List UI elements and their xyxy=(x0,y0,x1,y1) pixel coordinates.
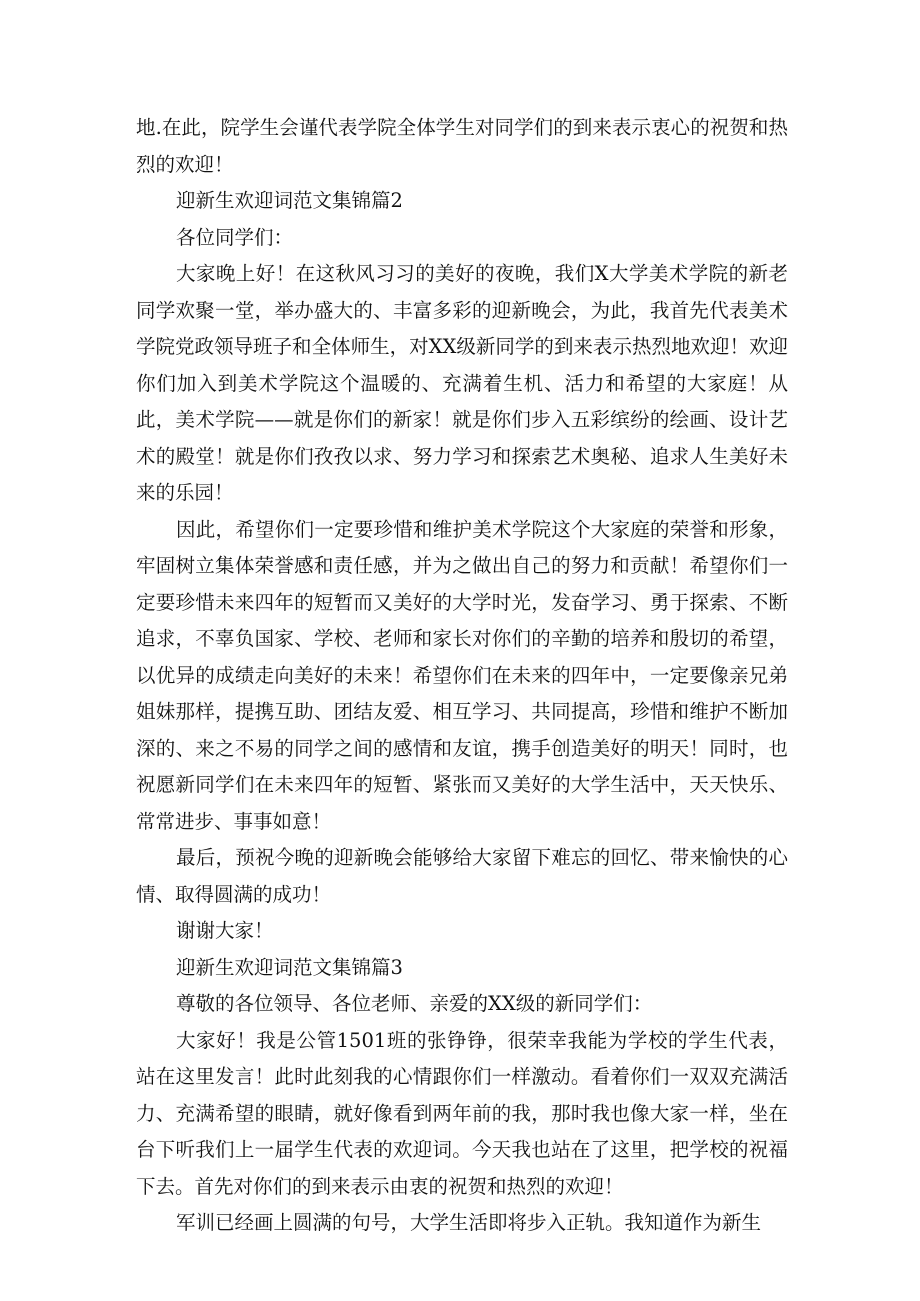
paragraph-hopes-2: 因此，希望你们一定要珍惜和维护美术学院这个大家庭的荣誉和形象，牢固树立集体荣誉感和责任感，并为之做出自己的努力和贡献！希望你们一定要珍惜未来四年的短暂而又美好的大学时光，发奋学习、勇于探索、不断追求，不辜负国家、学校、老师和家长对你们的辛勤的培养和殷切的希望，以优异的成绩走向美好的未来！希望你们在未来的四年中，一定要像亲兄弟姐妹那样，提携互助、团结友爱、相互学习、共同提高，珍惜和维护不断加深的、来之不易的同学之间的感情和友谊，携手创造美好的明天！同时，也祝愿新同学们在未来四年的短暂、紧张而又美好的大学生活中，天天快乐、常常进步、事事如意！ xyxy=(136,517,788,833)
section-heading-2: 迎新生欢迎词范文集锦篇2 xyxy=(175,189,403,212)
paragraph-wishes-2: 最后，预祝今晚的迎新晚会能够给大家留下难忘的回忆、带来愉快的心情、取得圆满的成功！ xyxy=(136,846,788,906)
document-body xyxy=(136,110,788,1242)
paragraph-greeting-2: 大家晚上好！在这秋风习习的美好的夜晚，我们X大学美术学院的新老同学欢聚一堂，举办盛大的、丰富多彩的迎新晚会，为此，我首先代表美术学院党政领导班子和全体师生，对XX级新同学的到来表示热烈地欢迎！欢迎你们加入到美术学院这个温暖的、充满着生机、活力和希望的大家庭！从此，美术学院——就是你们的新家！就是你们步入五彩缤纷的绘画、设计艺术的殿堂！就是你们孜孜以求、努力学习和探索艺术奥秘、追求人生美好未来的乐园！ xyxy=(136,262,788,504)
paragraph-greeting-3: 大家好！我是公管1501班的张铮铮，很荣幸我能为学校的学生代表，站在这里发言！此时此刻我的心情跟你们一样激动。看着你们一双双充满活力、充满希望的眼睛，就好像看到两年前的我，那时我也像大家一样，坐在台下听我们上一届学生代表的欢迎词。今天我也站在了这里，把学校的祝福下去。首先对你们的到来表示由衷的祝贺和热烈的欢迎！ xyxy=(136,1028,788,1198)
salutation-2: 各位同学们： xyxy=(175,225,293,249)
paragraph-military-training-3: 军训已经画上圆满的句号，大学生活即将步入正轨。我知道作为新生 xyxy=(175,1211,761,1234)
salutation-3: 尊敬的各位领导、各位老师、亲爱的XX级的新同学们： xyxy=(175,992,653,1015)
paragraph-intro-closing: 地.在此，院学生会谨代表学院全体学生对同学们的到来表示衷心的祝贺和热烈的欢迎！ xyxy=(136,116,788,176)
thanks-2: 谢谢大家！ xyxy=(175,919,274,942)
section-heading-3: 迎新生欢迎词范文集锦篇3 xyxy=(175,955,403,979)
